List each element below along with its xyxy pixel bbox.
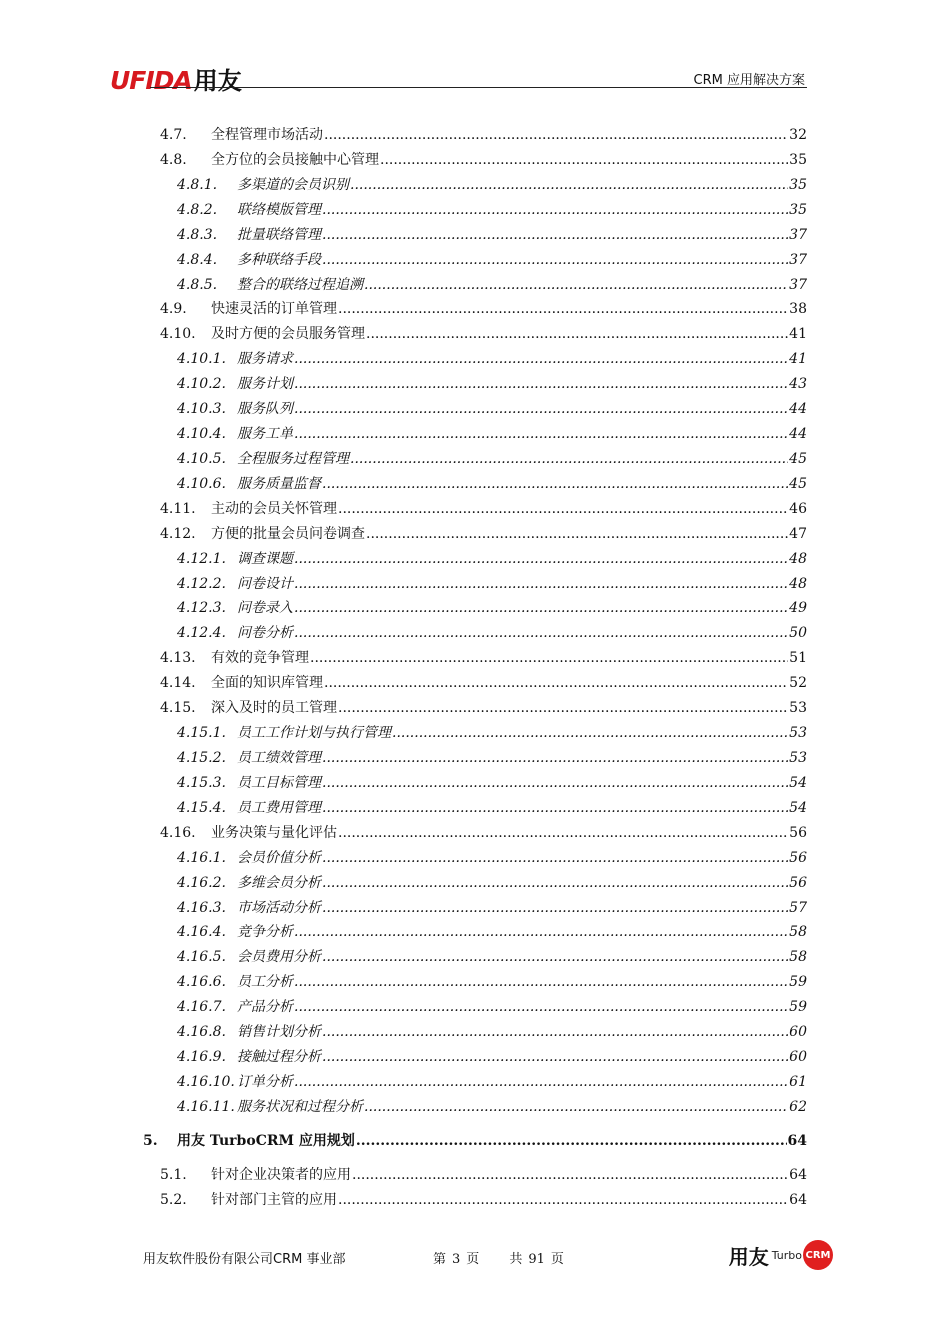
toc-dot-leader: [294, 551, 788, 567]
toc-entry-page: 58: [789, 949, 807, 965]
toc-entry-number: 4.16.6.: [177, 974, 226, 990]
toc-entry-title: 整合的联络过程追溯: [237, 277, 363, 293]
toc-entry[interactable]: [177, 398, 807, 422]
toc-entry[interactable]: [177, 1071, 807, 1095]
toc-entry-page: 56: [789, 825, 807, 841]
total-pages: 91: [528, 1252, 545, 1267]
toc-entry[interactable]: [177, 897, 807, 921]
toc-entry-title: 及时方便的会员服务管理: [211, 326, 365, 342]
toc-entry-page: 35: [789, 152, 807, 168]
toc-entry-title: 订单分析: [237, 1074, 293, 1090]
toc-entry-number: 4.12.2.: [177, 576, 226, 592]
toc-entry-page: 54: [789, 775, 807, 791]
toc-entry-page: 53: [789, 700, 807, 716]
toc-entry[interactable]: [177, 373, 807, 397]
toc-entry-page: 35: [789, 202, 807, 218]
toc-entry-page: 37: [789, 227, 807, 243]
toc-entry-number: 4.16.8.: [177, 1024, 226, 1040]
toc-entry-title: 多渠道的会员识别: [237, 177, 349, 193]
toc-entry-title: 调查课题: [237, 551, 293, 567]
page-suffix: 页: [466, 1252, 480, 1267]
toc-entry-number: 4.16.5.: [177, 949, 226, 965]
toc-entry[interactable]: [160, 523, 807, 547]
toc-dot-leader: [322, 850, 788, 866]
toc-entry-title: 接触过程分析: [237, 1049, 321, 1065]
toc-entry[interactable]: [177, 847, 807, 871]
toc-dot-leader: [322, 775, 788, 791]
toc-entry[interactable]: [177, 772, 807, 796]
toc-entry-number: 4.8.1.: [177, 177, 218, 193]
toc-entry-number: 4.16.11.: [177, 1099, 235, 1115]
toc-dot-leader: [294, 376, 788, 392]
toc-entry-number: 4.10.2.: [177, 376, 226, 392]
toc-entry-number: 5.1.: [160, 1167, 187, 1183]
toc-entry-page: 52: [789, 675, 807, 691]
toc-entry[interactable]: [177, 996, 807, 1020]
toc-entry-page: 50: [789, 625, 807, 641]
toc-dot-leader: [366, 526, 788, 542]
toc-entry[interactable]: [177, 423, 807, 447]
document-title: CRM 应用解决方案: [693, 73, 805, 88]
toc-entry-page: 64: [789, 1192, 807, 1208]
toc-dot-leader: [294, 999, 788, 1015]
toc-entry[interactable]: [160, 1164, 807, 1188]
toc-entry-title: 方便的批量会员问卷调查: [211, 526, 365, 542]
toc-entry-number: 4.16.1.: [177, 850, 226, 866]
toc-entry-number: 5.2.: [160, 1192, 187, 1208]
page-prefix: 第: [433, 1252, 447, 1267]
footer-company: [143, 1248, 346, 1267]
toc-dot-leader: [322, 252, 788, 268]
logo-latin-text: UFIDA: [110, 66, 192, 95]
toc-entry-number: 4.9.: [160, 301, 187, 317]
toc-entry-page: 60: [789, 1049, 807, 1065]
toc-entry[interactable]: [177, 1096, 807, 1120]
toc-entry[interactable]: [177, 348, 807, 372]
toc-entry-page: 32: [789, 127, 807, 143]
toc-dot-leader: [380, 152, 788, 168]
toc-entry-title: 深入及时的员工管理: [211, 700, 337, 716]
toc-entry-title: 会员价值分析: [237, 850, 321, 866]
toc-entry-title: 多维会员分析: [237, 875, 321, 891]
toc-entry-number: 4.10.5.: [177, 451, 226, 467]
toc-dot-leader: [294, 426, 788, 442]
toc-entry[interactable]: [177, 921, 807, 945]
toc-entry-page: 54: [789, 800, 807, 816]
toc-entry-number: 4.15.4.: [177, 800, 226, 816]
toc-entry-title: 销售计划分析: [237, 1024, 321, 1040]
toc-entry[interactable]: [160, 323, 807, 347]
toc-entry[interactable]: [177, 722, 807, 746]
toc-entry-title: 服务计划: [237, 376, 293, 392]
toc-entry-title: 业务决策与量化评估: [211, 825, 337, 841]
toc-entry-page: 51: [789, 650, 807, 666]
toc-entry-title: 竞争分析: [237, 924, 293, 940]
toc-entry-number: 4.8.3.: [177, 227, 218, 243]
logo-chinese-text: 用友: [193, 67, 242, 95]
toc-entry-title: 问卷分析: [237, 625, 293, 641]
toc-dot-leader: [356, 1133, 787, 1149]
toc-entry-number: 5.: [143, 1133, 158, 1149]
toc-entry-title: 全程管理市场活动: [211, 127, 323, 143]
toc-dot-leader: [294, 576, 788, 592]
toc-entry-page: 35: [789, 177, 807, 193]
toc-dot-leader: [338, 700, 788, 716]
toc-entry[interactable]: [160, 647, 807, 671]
toc-entry[interactable]: [160, 697, 807, 721]
toc-dot-leader: [322, 202, 788, 218]
toc-entry-title: 全程服务过程管理: [237, 451, 349, 467]
toc-entry[interactable]: [177, 174, 807, 198]
toc-entry-number: 4.16.2.: [177, 875, 226, 891]
toc-entry-number: 4.8.2.: [177, 202, 218, 218]
brand-turbo-text: Turbo: [771, 1248, 802, 1262]
toc-dot-leader: [392, 725, 788, 741]
toc-entry[interactable]: [160, 498, 807, 522]
toc-entry-title: 员工目标管理: [237, 775, 321, 791]
toc-entry[interactable]: [177, 274, 807, 298]
toc-entry-title: 员工绩效管理: [237, 750, 321, 766]
toc-entry-title: 问卷设计: [237, 576, 293, 592]
toc-entry-page: 59: [789, 974, 807, 990]
department-label: 事业部: [306, 1252, 346, 1267]
toc-entry-title: 产品分析: [237, 999, 293, 1015]
toc-entry[interactable]: [177, 797, 807, 821]
total-prefix: 共: [509, 1252, 523, 1267]
toc-entry-title: 针对企业决策者的应用: [211, 1167, 351, 1183]
toc-entry-title: 批量联络管理: [237, 227, 321, 243]
toc-dot-leader: [322, 875, 788, 891]
toc-dot-leader: [294, 600, 788, 616]
page-footer: [143, 1240, 833, 1274]
toc-entry-number: 4.10.3.: [177, 401, 226, 417]
toc-entry-title: 快速灵活的订单管理: [211, 301, 337, 317]
toc-entry-title: 会员费用分析: [237, 949, 321, 965]
toc-dot-leader: [294, 924, 788, 940]
toc-entry[interactable]: [177, 573, 807, 597]
toc-entry-number: 4.15.3.: [177, 775, 226, 791]
toc-entry[interactable]: [177, 1021, 807, 1045]
toc-dot-leader: [324, 675, 788, 691]
toc-entry-number: 4.16.10.: [177, 1074, 235, 1090]
toc-entry-title: 服务请求: [237, 351, 293, 367]
toc-entry-page: 64: [787, 1133, 807, 1149]
toc-entry-title: 全方位的会员接触中心管理: [211, 152, 379, 168]
toc-entry-page: 37: [789, 277, 807, 293]
crm-badge-icon: CRM: [803, 1240, 833, 1270]
toc-entry-title: 联络模版管理: [237, 202, 321, 218]
toc-entry-page: 45: [789, 451, 807, 467]
page-header: [110, 64, 807, 96]
toc-dot-leader: [322, 900, 788, 916]
toc-dot-leader: [322, 1024, 788, 1040]
toc-entry-title: 服务队列: [237, 401, 293, 417]
toc-entry[interactable]: [143, 1130, 807, 1154]
toc-entry-title: 员工费用管理: [237, 800, 321, 816]
toc-dot-leader: [322, 949, 788, 965]
company-name: 用友软件股份有限公司: [143, 1252, 274, 1267]
toc-dot-leader: [338, 301, 788, 317]
toc-entry[interactable]: [177, 448, 807, 472]
toc-entry[interactable]: [177, 597, 807, 621]
toc-entry[interactable]: [177, 622, 807, 646]
toc-entry[interactable]: [177, 1046, 807, 1070]
toc-entry-page: 41: [789, 326, 807, 342]
toc-dot-leader: [350, 451, 788, 467]
toc-entry-number: 4.8.: [160, 152, 187, 168]
toc-dot-leader: [294, 351, 788, 367]
toc-dot-leader: [294, 1074, 788, 1090]
toc-entry-number: 4.12.1.: [177, 551, 226, 567]
toc-entry[interactable]: [177, 946, 807, 970]
toc-entry[interactable]: [177, 548, 807, 572]
toc-entry-title: 服务工单: [237, 426, 293, 442]
toc-entry[interactable]: [177, 249, 807, 273]
toc-entry[interactable]: [177, 747, 807, 771]
toc-entry-page: 46: [789, 501, 807, 517]
toc-entry-page: 43: [789, 376, 807, 392]
total-suffix: 页: [550, 1252, 564, 1267]
toc-dot-leader: [364, 1099, 788, 1115]
toc-entry-number: 4.15.: [160, 700, 196, 716]
toc-dot-leader: [364, 277, 788, 293]
toc-entry-page: 53: [789, 750, 807, 766]
toc-dot-leader: [338, 501, 788, 517]
toc-entry-title: 员工工作计划与执行管理: [237, 725, 391, 741]
header-divider: [150, 87, 807, 88]
toc-entry-page: 37: [789, 252, 807, 268]
toc-entry-title: 多种联络手段: [237, 252, 321, 268]
toc-entry-page: 45: [789, 476, 807, 492]
toc-entry-page: 44: [789, 426, 807, 442]
toc-entry-page: 62: [789, 1099, 807, 1115]
toc-entry-number: 4.16.7.: [177, 999, 226, 1015]
toc-entry-page: 59: [789, 999, 807, 1015]
toc-entry-number: 4.16.3.: [177, 900, 226, 916]
toc-entry[interactable]: [160, 298, 807, 322]
toc-entry-number: 4.16.9.: [177, 1049, 226, 1065]
toc-entry[interactable]: [177, 872, 807, 896]
toc-entry-page: 57: [789, 900, 807, 916]
toc-entry-title: 主动的会员关怀管理: [211, 501, 337, 517]
toc-entry-number: 4.12.: [160, 526, 196, 542]
toc-entry-number: 4.15.2.: [177, 750, 226, 766]
toc-dot-leader: [322, 1049, 788, 1065]
page-number: 3: [452, 1252, 461, 1267]
toc-entry-title: 针对部门主管的应用: [211, 1192, 337, 1208]
toc-entry-number: 4.15.1.: [177, 725, 226, 741]
toc-entry[interactable]: [160, 149, 807, 173]
toc-entry-page: 53: [789, 725, 807, 741]
toc-entry-number: 4.11.: [160, 501, 196, 517]
toc-entry-title: 员工分析: [237, 974, 293, 990]
toc-entry-title: 服务质量监督: [237, 476, 321, 492]
footer-crm-label: CRM: [273, 1252, 303, 1267]
toc-entry-page: 58: [789, 924, 807, 940]
toc-entry-page: 44: [789, 401, 807, 417]
toc-entry-page: 47: [789, 526, 807, 542]
turbocrm-logo: [729, 1240, 833, 1270]
toc-dot-leader: [294, 401, 788, 417]
page-counter: [433, 1248, 570, 1267]
toc-entry-title: 用友 TurboCRM 应用规划: [177, 1133, 355, 1149]
ufida-logo: [110, 66, 242, 96]
toc-entry-number: 4.10.4.: [177, 426, 226, 442]
toc-dot-leader: [324, 127, 788, 143]
toc-entry-title: 市场活动分析: [237, 900, 321, 916]
toc-entry-page: 64: [789, 1167, 807, 1183]
toc-entry[interactable]: [177, 971, 807, 995]
toc-entry-number: 4.16.4.: [177, 924, 226, 940]
toc-dot-leader: [322, 750, 788, 766]
toc-entry-number: 4.10.1.: [177, 351, 226, 367]
toc-dot-leader: [338, 1192, 788, 1208]
toc-dot-leader: [294, 974, 788, 990]
toc-entry-number: 4.8.5.: [177, 277, 218, 293]
toc-entry-page: 60: [789, 1024, 807, 1040]
toc-entry[interactable]: [160, 822, 807, 846]
toc-entry-number: 4.14.: [160, 675, 196, 691]
toc-entry-number: 4.10.: [160, 326, 196, 342]
toc-entry-number: 4.12.3.: [177, 600, 226, 616]
toc-entry[interactable]: [160, 672, 807, 696]
toc-entry-title: 全面的知识库管理: [211, 675, 323, 691]
toc-entry-title: 问卷录入: [237, 600, 293, 616]
toc-entry[interactable]: [177, 199, 807, 223]
toc-entry-page: 61: [789, 1074, 807, 1090]
toc-entry-page: 49: [789, 600, 807, 616]
toc-entry-title: 服务状况和过程分析: [237, 1099, 363, 1115]
toc-dot-leader: [294, 625, 788, 641]
toc-entry-title: 有效的竞争管理: [211, 650, 309, 666]
brand-chinese-text: 用友: [728, 1244, 769, 1269]
toc-dot-leader: [366, 326, 788, 342]
toc-dot-leader: [338, 825, 788, 841]
toc-entry-page: 41: [789, 351, 807, 367]
toc-entry-page: 48: [789, 551, 807, 567]
toc-entry-number: 4.10.6.: [177, 476, 226, 492]
toc-entry-page: 56: [789, 850, 807, 866]
toc-entry-number: 4.8.4.: [177, 252, 218, 268]
toc-entry[interactable]: [160, 124, 807, 148]
toc-entry-page: 48: [789, 576, 807, 592]
toc-entry[interactable]: [160, 1189, 807, 1213]
toc-entry-number: 4.13.: [160, 650, 196, 666]
toc-entry[interactable]: [177, 473, 807, 497]
toc-entry-page: 38: [789, 301, 807, 317]
toc-dot-leader: [322, 476, 788, 492]
toc-entry-number: 4.12.4.: [177, 625, 226, 641]
toc-dot-leader: [310, 650, 788, 666]
toc-dot-leader: [350, 177, 788, 193]
toc-dot-leader: [322, 227, 788, 243]
toc-entry-number: 4.7.: [160, 127, 187, 143]
toc-dot-leader: [352, 1167, 788, 1183]
toc-dot-leader: [322, 800, 788, 816]
toc-entry-page: 56: [789, 875, 807, 891]
toc-entry[interactable]: [177, 224, 807, 248]
toc-entry-number: 4.16.: [160, 825, 196, 841]
